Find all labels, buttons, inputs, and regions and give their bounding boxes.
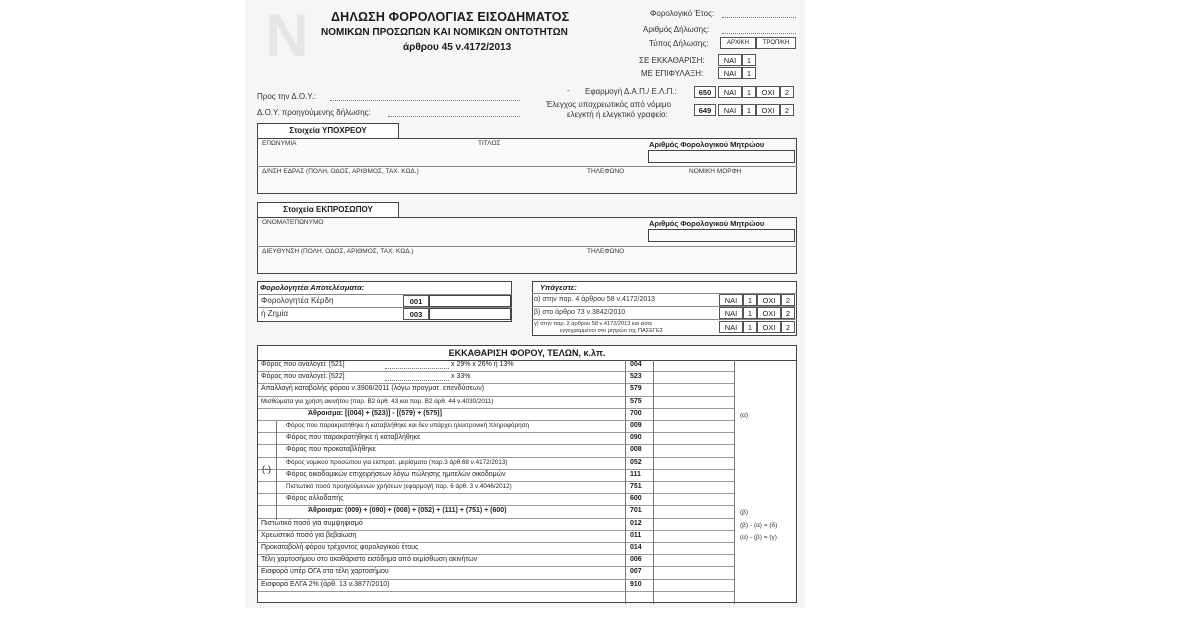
taxpayer-title-label: ΤΙΤΛΟΣ	[478, 140, 501, 147]
settlement-amount-014[interactable]	[654, 543, 733, 554]
tax-year-field[interactable]	[722, 17, 796, 18]
settlement-label-007: Εισφορά υπέρ ΟΓΑ στα τέλη χαρτοσήμου	[261, 568, 389, 576]
settlement-code-600: 600	[630, 495, 642, 503]
taxpayer-address-label: Δ/ΝΣΗ ΕΔΡΑΣ (ΠΟΛΗ, ΟΔΟΣ, ΑΡΙΘΜΟΣ, ΤΑΧ. ΚΩΔ.)	[262, 168, 419, 175]
settlement-row-004	[258, 360, 734, 372]
settlement-code-014: 014	[630, 544, 642, 551]
subject-divider-3	[532, 319, 797, 320]
dash: -	[567, 86, 570, 95]
settlement-label-090: Φόρος που παρακρατήθηκε ή καταβλήθηκε	[286, 434, 421, 442]
dap-label: Εφαρμογή Δ.Α.Π./ Ε.Λ.Π.:	[585, 87, 677, 96]
settlement-label-009: Φόρος που παρακρατήθηκε ή καταβλήθηκε και δεν υπάρχει ηλεκτρονική πληροφόρηση	[286, 422, 530, 429]
settlement-amount-523[interactable]	[654, 372, 733, 383]
settlement-row-111	[258, 470, 734, 482]
settlement-rate-004: x 29% x 26% ή 13%	[451, 361, 514, 368]
settlement-amount-700[interactable]	[654, 409, 733, 420]
liquidation-yes[interactable]: ΝΑΙ	[718, 54, 742, 66]
dap-code: 650	[694, 86, 716, 98]
settlement-label-700: Άθροισμα: [(004) + (523)] - [(579) + (575)]	[308, 409, 442, 417]
settlement-amount-701[interactable]	[654, 506, 733, 517]
taxpayer-afm-label: Αριθμός Φορολογικού Μητρώου	[649, 140, 765, 149]
subject-a-yes-code: 1	[743, 294, 757, 306]
settlement-code-910: 910	[630, 580, 642, 588]
settlement-row-006	[258, 555, 734, 567]
settlement-row-008	[258, 445, 734, 457]
settlement-row-700	[258, 409, 734, 421]
settlement-label-014: Προκαταβολή φόρου τρέχοντος φορολογικού έτους	[261, 544, 419, 551]
settlement-note-012: (β) - (α) = (δ)	[740, 521, 778, 529]
settlement-label-052: Φόρος νομικού προσώπου για εισπρατ. μερίσματα (παρ.3 άρθ.68 ν.4172/2013)	[286, 458, 508, 466]
form-subtitle: ΝΟΜΙΚΩΝ ΠΡΟΣΩΠΩΝ ΚΑΙ ΝΟΜΙΚΩΝ ΟΝΤΟΤΗΤΩΝ	[321, 27, 568, 38]
settlement-label-910: Εισφορά ΕΛΓΑ 2% (άρθ. 13 ν.3877/2010)	[261, 580, 390, 588]
subject-row-a: α) στην παρ. 4 άρθρου 58 ν.4172/2013	[534, 296, 656, 303]
rep-name-label: ΟΝΟΜΑΤΕΠΩΝΥΜΟ	[262, 219, 324, 226]
settlement-code-751: 751	[630, 483, 642, 490]
rep-afm-label: Αριθμός Φορολογικού Μητρώου	[649, 219, 765, 228]
subject-row-b: β) στο άρθρο 73 ν.3842/2010	[534, 309, 626, 316]
settlement-label-004: Φόρος που αναλογεί: [521]	[261, 361, 345, 368]
subject-b-yes[interactable]: ΝΑΙ	[719, 307, 743, 319]
settlement-amount-111[interactable]	[654, 470, 733, 481]
settlement-code-004: 004	[630, 361, 642, 368]
audit-yes[interactable]: ΝΑΙ	[718, 104, 742, 116]
settlement-label-006: Τέλη χαρτοσήμου στο ακαθάριστο εισόδημα από εκμίσθωση ακινήτων	[261, 556, 478, 564]
results-loss-code: 003	[403, 308, 429, 320]
settlement-amount-011[interactable]	[654, 531, 733, 542]
subject-c-no[interactable]: ΟΧΙ	[757, 321, 781, 333]
subject-row-c-2: εγγεγραμμένοι στο μητρώο της ΠΑΣΕΓΕΣ	[560, 328, 664, 334]
settlement-label-751: Πιστωτικό ποσό προηγούμενων χρήσεων (εφαρμογή παρ. 6 άρθ. 3 ν.4046/2012)	[286, 483, 512, 490]
to-doy-label: Προς την Δ.Ο.Υ.:	[257, 92, 317, 101]
results-loss-field[interactable]	[429, 308, 511, 320]
results-profit-code: 001	[403, 295, 429, 307]
settlement-label-011: Χρεωστικό ποσό για βεβαίωση	[261, 531, 357, 539]
settlement-row-012	[258, 519, 734, 531]
dap-yes-code: 1	[742, 86, 756, 98]
results-profit-label: Φορολογητέα Κέρδη	[261, 296, 334, 305]
settlement-row-575	[258, 397, 734, 409]
audit-yes-code: 1	[742, 104, 756, 116]
rep-address-label: ΔΙΕΥΘΥΝΣΗ (ΠΟΛΗ, ΟΔΟΣ, ΑΡΙΘΜΟΣ, ΤΑΧ. ΚΩΔ.)	[262, 248, 414, 255]
subject-a-yes[interactable]: ΝΑΙ	[719, 294, 743, 306]
rep-phone-label: ΤΗΛΕΦΩΝΟ	[587, 248, 625, 255]
subject-b-yes-code: 1	[743, 307, 757, 319]
tax-year-label: Φορολογικό Έτος:	[650, 9, 715, 18]
settlement-code-052: 052	[630, 458, 642, 466]
settlement-amount-012[interactable]	[654, 519, 733, 530]
taxpayer-afm-field[interactable]	[648, 150, 795, 163]
settlement-label-579: Απαλλαγή καταβολής φόρου ν.3908/2011 (λόγω πραγματ. επενδύσεων)	[261, 385, 485, 393]
code-col-right-line	[653, 360, 654, 604]
dap-yes[interactable]: ΝΑΙ	[718, 86, 742, 98]
settlement-note-011: (α) - (β) = (γ)	[740, 533, 777, 541]
settlement-table	[257, 345, 797, 603]
settlement-amount-009[interactable]	[654, 421, 733, 432]
settlement-row-910	[258, 580, 734, 592]
settlement-rate-523: x 33%	[451, 373, 471, 381]
settlement-amount-575[interactable]	[654, 397, 733, 408]
dap-no-code: 2	[780, 86, 794, 98]
settlement-amount-006[interactable]	[654, 555, 733, 566]
settlement-amount-600[interactable]	[654, 494, 733, 505]
subject-c-yes-code: 1	[743, 321, 757, 333]
rep-divider	[257, 246, 797, 247]
subject-a-no-code: 2	[781, 294, 795, 306]
taxpayer-legal-form-label: ΝΟΜΙΚΗ ΜΟΡΦΗ	[689, 168, 742, 175]
settlement-code-111: 111	[630, 470, 641, 478]
settlement-row-052	[258, 458, 734, 470]
settlement-row-090	[258, 433, 734, 445]
settlement-label-575: Μισθώματα για χρήση ακινήτου (παρ. Β2 άρθ. 43 και παρ. Β2 άρθ. 44 ν.4030/2011)	[261, 397, 494, 405]
decl-number-field[interactable]	[722, 33, 796, 34]
settlement-row-751	[258, 482, 734, 494]
taxpayer-phone-label: ΤΗΛΕΦΩΝΟ	[587, 168, 625, 175]
settlement-code-575: 575	[630, 397, 642, 405]
taxpayer-divider	[257, 166, 797, 167]
audit-no-code: 2	[780, 104, 794, 116]
settlement-code-007: 007	[630, 568, 642, 576]
settlement-code-009: 009	[630, 422, 642, 429]
settlement-rate-field-523[interactable]	[385, 380, 449, 381]
subject-c-yes[interactable]: ΝΑΙ	[719, 321, 743, 333]
taxpayer-name-label: ΕΠΩΝΥΜΙΑ	[262, 140, 297, 147]
subject-b-no-code: 2	[781, 307, 795, 319]
decl-type-label: Τύπος Δήλωσης:	[649, 39, 709, 48]
reservation-yes-code: 1	[742, 67, 756, 79]
settlement-code-008: 008	[630, 446, 642, 454]
settlement-row-011	[258, 531, 734, 543]
prev-doy-label: Δ.Ο.Υ. προηγούμενης δήλωσης:	[257, 108, 371, 117]
subject-c-no-code: 2	[781, 321, 795, 333]
settlement-note-700: (α)	[740, 411, 749, 419]
settlement-label-523: Φόρος που αναλογεί: [522]	[261, 373, 345, 381]
settlement-amount-910[interactable]	[654, 580, 733, 591]
to-doy-field[interactable]	[330, 100, 520, 101]
settlement-code-700: 700	[630, 409, 642, 417]
subject-a-no[interactable]: ΟΧΙ	[757, 294, 781, 306]
subject-row-c-1: γ) στην παρ. 2 άρθρου 58 ν.4172/2013 και είστε	[534, 321, 653, 327]
liquidation-label: ΣΕ ΕΚΚΑΘΑΡΙΣΗ:	[639, 56, 705, 65]
settlement-row-600	[258, 494, 734, 506]
settlement-amount-579[interactable]	[654, 384, 733, 395]
taxpayer-section-title: Στοιχεία ΥΠΟΧΡΕΟΥ	[257, 123, 399, 139]
minus-sign: (-)	[262, 464, 271, 474]
reservation-label: ΜΕ ΕΠΙΦΥΛΑΞΗ:	[641, 69, 704, 78]
subject-b-no[interactable]: ΟΧΙ	[757, 307, 781, 319]
code-col-left-line	[625, 360, 626, 604]
settlement-code-523: 523	[630, 373, 642, 381]
rep-afm-field[interactable]	[648, 229, 795, 242]
results-title: Φορολογητέα Αποτελέσματα:	[260, 283, 365, 292]
settlement-row-014	[258, 543, 734, 555]
settlement-row-523	[258, 372, 734, 384]
form-title: ΔΗΛΩΣΗ ΦΟΡΟΛΟΓΙΑΣ ΕΙΣΟΔΗΜΑΤΟΣ	[331, 10, 570, 24]
rep-section-title: Στοιχεία ΕΚΠΡΟΣΩΠΟΥ	[257, 202, 399, 218]
audit-label-1: Έλεγχος υποχρεωτικός από νόμιμο	[546, 100, 671, 109]
settlement-amount-007[interactable]	[654, 567, 733, 578]
results-loss-label: ή Ζημία	[261, 309, 289, 318]
form-logo-watermark: N	[265, 2, 309, 69]
settlement-label-701: Άθροισμα: (009) + (090) + (008) + (052) + (111) + (751) + (600)	[308, 507, 507, 515]
audit-no[interactable]: ΟΧΙ	[756, 104, 780, 116]
settlement-code-006: 006	[630, 556, 642, 564]
minus-group-line	[276, 421, 277, 520]
prev-doy-field[interactable]	[388, 116, 520, 117]
settlement-title: ΕΚΚΑΘΑΡΙΣΗ ΦΟΡΟΥ, ΤΕΛΩΝ, κ.λπ.	[258, 346, 796, 361]
settlement-code-579: 579	[630, 385, 642, 393]
settlement-code-090: 090	[630, 434, 642, 442]
settlement-label-600: Φόρος αλλοδαπής	[286, 495, 344, 503]
settlement-row-701	[258, 506, 734, 518]
settlement-amount-008[interactable]	[654, 445, 733, 456]
settlement-label-012: Πιστωτικό ποσό για συμψηφισμό	[261, 519, 363, 527]
form-article: άρθρου 45 ν.4172/2013	[403, 42, 512, 53]
audit-code: 649	[694, 104, 716, 116]
settlement-label-111: Φόρος οικοδομικών επιχειρήσεων λόγω πώλησης ημιτελών οικοδομών	[286, 470, 506, 478]
settlement-rate-field-004[interactable]	[385, 368, 449, 369]
settlement-amount-004[interactable]	[654, 360, 733, 371]
settlement-label-008: Φόρος που προκαταβλήθηκε	[286, 446, 376, 454]
results-profit-field[interactable]	[429, 295, 511, 307]
settlement-amount-052[interactable]	[654, 458, 733, 469]
amount-col-right-line	[734, 360, 735, 604]
settlement-amount-751[interactable]	[654, 482, 733, 493]
settlement-row-009	[258, 421, 734, 433]
subject-title: Υπάγεστε:	[540, 283, 577, 292]
settlement-code-701: 701	[630, 507, 642, 515]
decl-number-label: Αριθμός Δήλωσης:	[643, 25, 710, 34]
settlement-code-012: 012	[630, 519, 642, 527]
settlement-amount-090[interactable]	[654, 433, 733, 444]
settlement-note-701: (β)	[740, 509, 749, 517]
audit-label-2: ελεγκτή ή ελεγκτικό γραφείο:	[567, 110, 668, 119]
settlement-code-011: 011	[630, 531, 642, 539]
settlement-row-579	[258, 384, 734, 396]
decl-type-initial[interactable]: ΑΡΧΙΚΗ	[720, 37, 756, 49]
decl-type-amending[interactable]: ΤΡΟΠ/ΚΗ	[756, 37, 796, 49]
dap-no[interactable]: ΟΧΙ	[756, 86, 780, 98]
reservation-yes[interactable]: ΝΑΙ	[718, 67, 742, 79]
liquidation-yes-code: 1	[742, 54, 756, 66]
settlement-row-007	[258, 567, 734, 579]
